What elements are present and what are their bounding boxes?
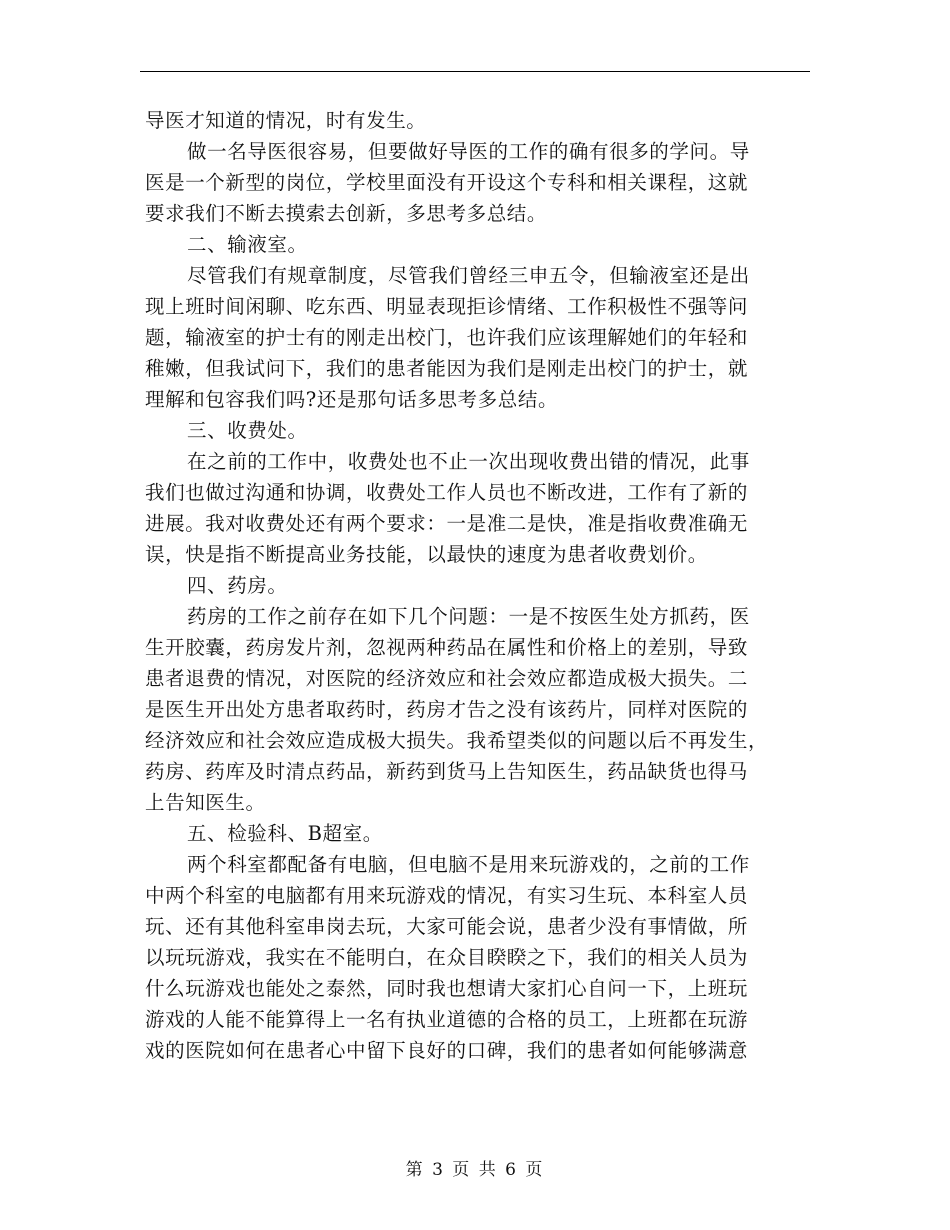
text-line: 游戏的人能不能算得上一名有执业道德的合格的员工，上班都在玩游 <box>145 1008 749 1031</box>
text-line: 稚嫩，但我试问下，我们的患者能因为我们是刚走出校门的护士，就 <box>145 357 749 380</box>
text-line: 经济效应和社会效应造成极大损失。我希望类似的问题以后不再发生， <box>145 729 769 752</box>
text-line: 五、检验科、B超室。 <box>187 822 383 845</box>
text-line: 我们也做过沟通和协调，收费处工作人员也不断改进，工作有了新的 <box>145 481 749 504</box>
text-line: 要求我们不断去摸索去创新，多思考多总结。 <box>145 202 548 225</box>
text-line: 在之前的工作中，收费处也不止一次出现收费出错的情况，此事 <box>187 450 750 473</box>
text-line: 现上班时间闲聊、吃东西、明显表现拒诊情绪、工作积极性不强等问 <box>145 295 749 318</box>
text-line: 二、输液室。 <box>187 233 308 256</box>
text-line: 患者退费的情况，对医院的经济效应和社会效应都造成极大损失。二 <box>145 667 749 690</box>
paragraph-block <box>145 105 810 1066</box>
text-line: 以玩玩游戏，我实在不能明白，在众目睽睽之下，我们的相关人员为 <box>145 946 749 969</box>
text-line: 四、药房。 <box>187 574 288 597</box>
text-line: 戏的医院如何在患者心中留下良好的口碑，我们的患者如何能够满意 <box>145 1039 749 1062</box>
text-line: 尽管我们有规章制度，尽管我们曾经三申五令，但输液室还是出 <box>187 264 750 287</box>
text-line: 生开胶囊，药房发片剂，忽视两种药品在属性和价格上的差别，导致 <box>145 636 749 659</box>
text-line: 导医才知道的情况，时有发生。 <box>145 109 427 132</box>
header-rule <box>140 71 810 72</box>
text-line: 药房的工作之前存在如下几个问题：一是不按医生处方抓药，医 <box>187 605 750 628</box>
text-line: 上告知医生。 <box>145 791 266 814</box>
text-line: 误，快是指不断提高业务技能，以最快的速度为患者收费划价。 <box>145 543 708 566</box>
text-line: 两个科室都配备有电脑，但电脑不是用来玩游戏的，之前的工作 <box>187 853 750 876</box>
text-line: 三、收费处。 <box>187 419 308 442</box>
text-line: 理解和包容我们吗?还是那句话多思考多总结。 <box>145 388 559 411</box>
text-line: 题，输液室的护士有的刚走出校门，也许我们应该理解她们的年轻和 <box>145 326 749 349</box>
text-line: 医是一个新型的岗位，学校里面没有开设这个专科和相关课程，这就 <box>145 171 749 194</box>
text-line: 进展。我对收费处还有两个要求：一是准二是快，准是指收费准确无 <box>145 512 749 535</box>
text-line: 中两个科室的电脑都有用来玩游戏的情况，有实习生玩、本科室人员 <box>145 884 749 907</box>
text-line: 药房、药库及时清点药品，新药到货马上告知医生，药品缺货也得马 <box>145 760 749 783</box>
text-line: 玩、还有其他科室串岗去玩，大家可能会说，患者少没有事情做，所 <box>145 915 749 938</box>
page-number-footer: 第 3 页 共 6 页 <box>405 1160 545 1180</box>
text-line: 是医生开出处方患者取药时，药房才告之没有该药片，同样对医院的 <box>145 698 749 721</box>
text-line: 什么玩游戏也能处之泰然，同时我也想请大家扪心自问一下，上班玩 <box>145 977 749 1000</box>
document-body <box>145 105 810 1066</box>
text-line: 做一名导医很容易，但要做好导医的工作的确有很多的学问。导 <box>187 140 750 163</box>
